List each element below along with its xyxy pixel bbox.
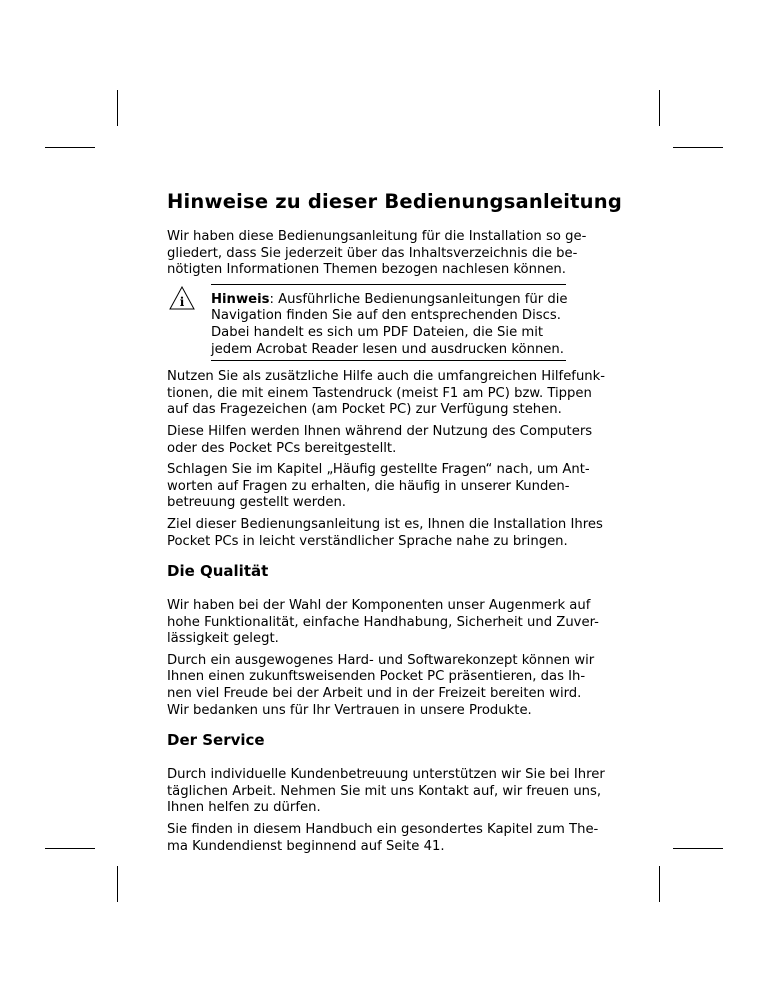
paragraph: Schlagen Sie im Kapitel „Häufig gestellte Fragen“ nach, um Ant- worten auf Fragen zu erhalten, die häufig in unserer Kunden- betreuung gestellt werden.: [167, 462, 590, 511]
paragraph: Durch ein ausgewogenes Hard- und Softwarekonzept können wir Ihnen einen zukunftsweisenden Pocket PC präsentieren, das Ih- nen viel Freude bei der Arbeit und in der Freizeit bereiten wird. Wir bedanken uns für Ihr Vertrauen in unsere Produkte.: [167, 652, 595, 718]
crop-mark: [117, 866, 118, 902]
hint-text: Hinweis: Ausführliche Bedienungsanleitungen für die Navigation finden Sie auf den entsprechenden Discs. Dabei handelt es sich um PDF Dateien, die Sie mit jedem Acrobat Reader lesen und ausdrucken können.: [211, 291, 568, 357]
service-section: [167, 731, 607, 855]
paragraph: Sie finden in diesem Handbuch ein gesondertes Kapitel zum The- ma Kundendienst beginnend auf Seite 41.: [167, 822, 599, 854]
paragraph: Wir haben bei der Wahl der Komponenten unser Augenmerk auf hohe Funktionalität, einfache Handhabung, Sicherheit und Zuver- lässigkeit gelegt.: [167, 598, 599, 647]
svg-text:i: i: [179, 294, 185, 309]
crop-mark: [117, 90, 118, 126]
paragraph: Durch individuelle Kundenbetreuung unterstützen wir Sie bei Ihrer täglichen Arbeit. Nehmen Sie mit uns Kontakt auf, wir freuen uns, Ihnen helfen zu dürfen.: [167, 767, 605, 816]
paragraph: Nutzen Sie als zusätzliche Hilfe auch die umfangreichen Hilfefunk- tionen, die mit einem Tastendruck (meist F1 am PC) bzw. Tippen auf das Fragezeichen (am Pocket PC) zur Verfügung stehen.: [167, 369, 606, 418]
crop-mark: [659, 866, 660, 902]
hint-box: [167, 284, 607, 361]
crop-mark: [673, 147, 723, 148]
hint-label: Hinweis: [211, 291, 270, 307]
page-content: [167, 190, 623, 860]
quality-section: [167, 562, 607, 719]
crop-mark: [45, 848, 95, 849]
page-title: Hinweise zu dieser Bedienungsanleitung: [167, 190, 623, 213]
section-title-quality: Die Qualität: [167, 562, 269, 581]
info-warning-icon: [169, 286, 195, 310]
paragraph: Diese Hilfen werden Ihnen während der Nutzung des Computers oder des Pocket PCs bereitgestellt.: [167, 423, 593, 456]
paragraph: Ziel dieser Bedienungsanleitung ist es, Ihnen die Installation Ihres Pocket PCs in leicht verständlicher Sprache nahe zu bringen.: [167, 516, 603, 549]
intro-paragraph: Wir haben diese Bedienungsanleitung für die Installation so ge- gliedert, dass Sie jederzeit über das Inhaltsverzeichnis die be- nötigten Informationen Themen bezogen nachlesen können.: [167, 229, 587, 278]
crop-mark: [45, 147, 95, 148]
section-title-service: Der Service: [167, 731, 265, 750]
crop-mark: [659, 90, 660, 126]
crop-mark: [673, 848, 723, 849]
